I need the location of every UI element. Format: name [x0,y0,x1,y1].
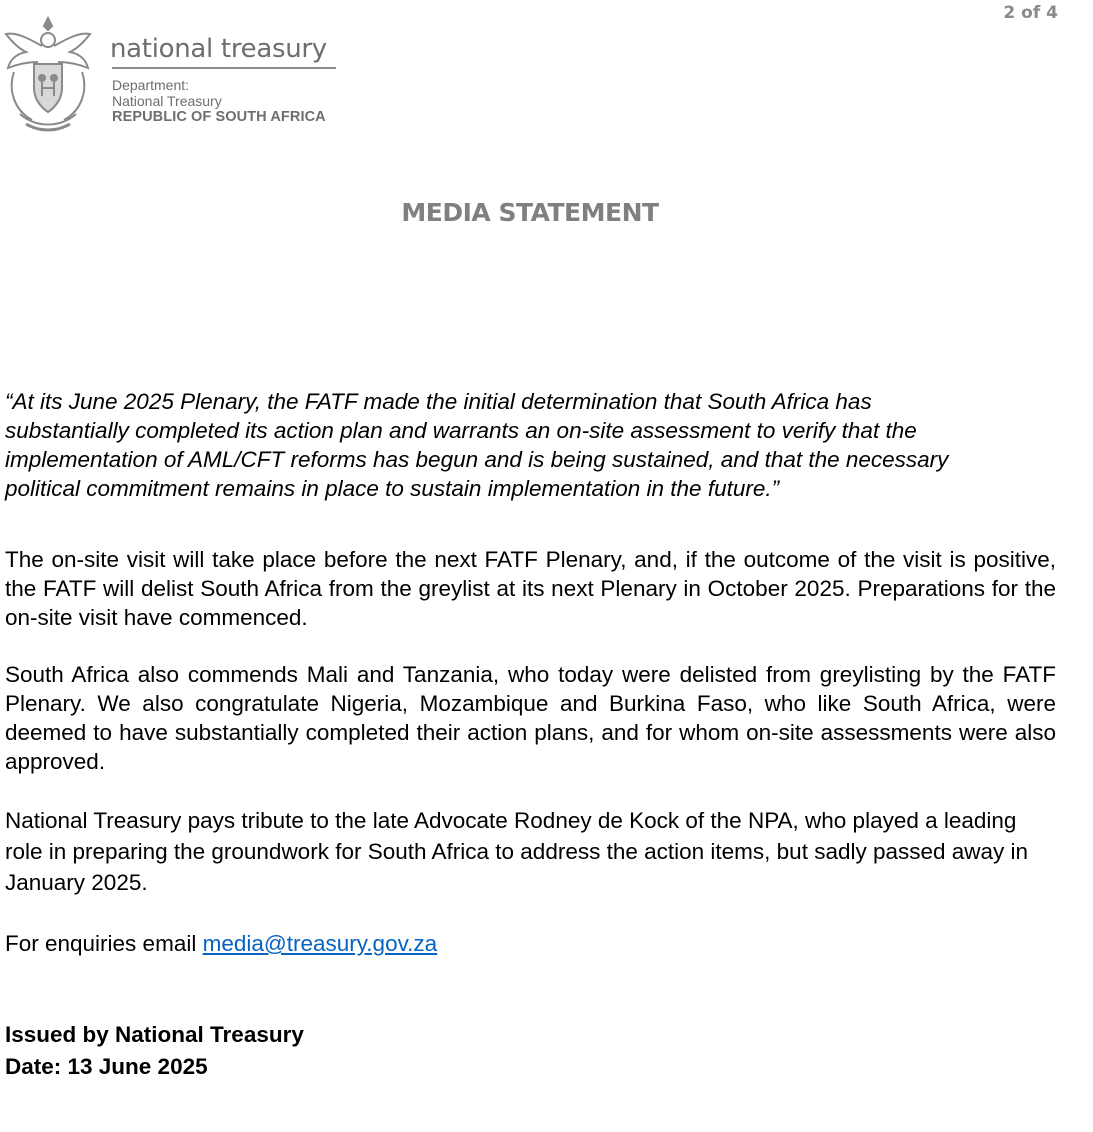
email-link[interactable]: media@treasury.gov.za [202,931,438,956]
enquiries-line [5,929,1056,958]
dept-name: National Treasury [112,93,222,109]
page-title: MEDIA STATEMENT [401,198,659,227]
paragraph-commendations: South Africa also commends Mali and Tanzania, who today were delisted from greylisting by the FATF Plenary. We also congratulate Nigeria, Mozambique and Burkina Faso, who like South Africa, were deemed to have substantially completed their action plans, and for whom on-site assessments were also approved. [5,662,1056,774]
coat-of-arms-icon [2,12,94,132]
page-number: 2 of 4 [1003,3,1058,23]
letterhead [110,33,350,125]
org-name: national treasury [110,34,327,64]
country-name: REPUBLIC OF SOUTH AFRICA [112,109,326,125]
enquiries-label: For enquiries email [5,931,203,956]
letterhead-divider [112,67,336,69]
quote-paragraph: “At its June 2025 Plenary, the FATF made the initial determination that South Africa has substantially completed its action plan and warrants an on-site assessment to verify that the implementation of AML/CFT reforms has begun and is being sustained, and that the necessary political commitment remains in place to sustain implementation in the future.” [5,389,949,501]
issued-block [5,1019,304,1083]
issued-by: Issued by National Treasury [5,1022,304,1047]
dept-label: Department: [112,77,190,93]
paragraph-onsite-visit: The on-site visit will take place before the next FATF Plenary, and, if the outcome of the visit is positive, the FATF will delist South Africa from the greylist at its next Plenary in October 2025. Preparations for the on-site visit have commenced. [5,547,1056,630]
paragraph-tribute: National Treasury pays tribute to the late Advocate Rodney de Kock of the NPA, who played a leading role in preparing the groundwork for South Africa to address the action items, but sadly passed away in January 2025. [5,808,1029,895]
issue-date: Date: 13 June 2025 [5,1054,208,1079]
